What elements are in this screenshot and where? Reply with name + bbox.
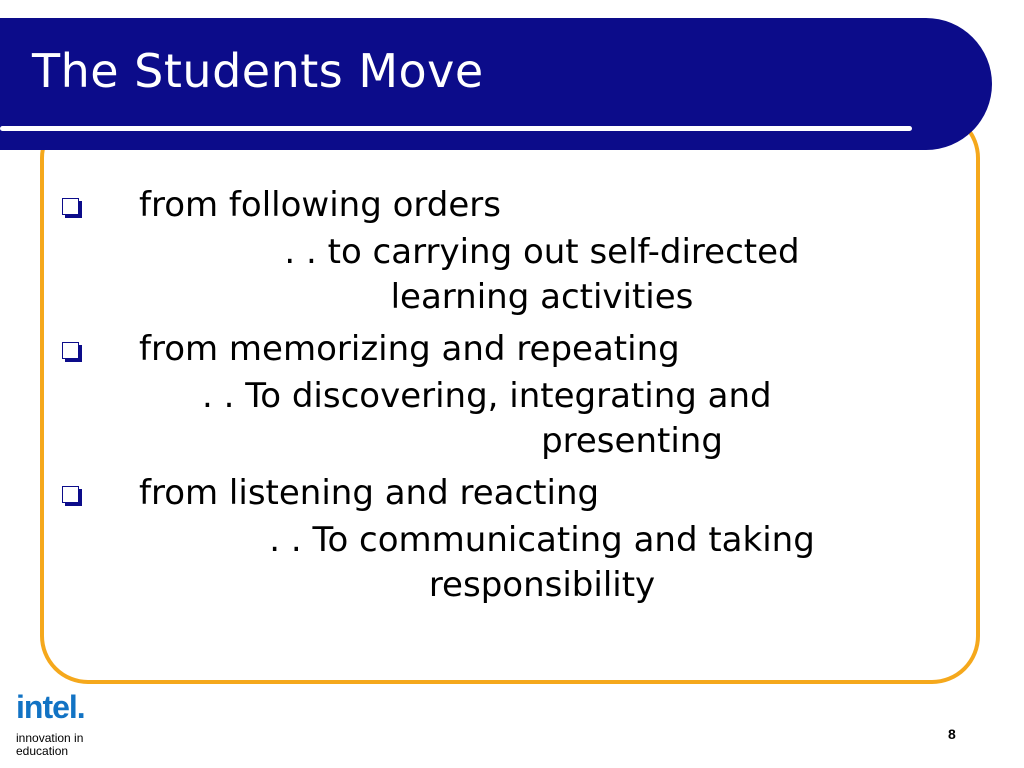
from-text: from listening and reacting xyxy=(139,473,600,513)
page-number: 8 xyxy=(948,726,956,742)
to-text-line: presenting xyxy=(541,421,723,461)
bullet-list xyxy=(62,180,942,608)
square-bullet-icon xyxy=(62,486,79,503)
square-bullet-icon xyxy=(62,198,79,215)
square-bullet-icon xyxy=(62,342,79,359)
bullet-item xyxy=(62,468,942,608)
to-text-line: learning activities xyxy=(390,277,694,317)
to-text-line: responsibility xyxy=(428,565,656,605)
title-bar xyxy=(0,18,992,150)
logo-tagline xyxy=(16,732,106,758)
slide-title: The Students Move xyxy=(32,44,484,98)
to-text-line: . . To communicating and taking xyxy=(269,520,815,560)
logo-tagline-line: innovation in xyxy=(16,731,84,745)
to-text xyxy=(202,374,992,464)
title-underline xyxy=(0,126,912,131)
bullet-item xyxy=(62,180,942,320)
to-text-line: . . To discovering, integrating and xyxy=(202,376,772,416)
bullet-item xyxy=(62,324,942,464)
from-text: from following orders xyxy=(139,185,501,225)
intel-education-logo xyxy=(14,688,94,762)
logo-tagline-line: education xyxy=(16,744,69,758)
from-text: from memorizing and repeating xyxy=(139,329,680,369)
to-text xyxy=(202,230,882,320)
to-text xyxy=(202,518,882,608)
intel-wordmark: intel. xyxy=(16,689,85,725)
to-text-line: . . to carrying out self-directed xyxy=(284,232,800,272)
